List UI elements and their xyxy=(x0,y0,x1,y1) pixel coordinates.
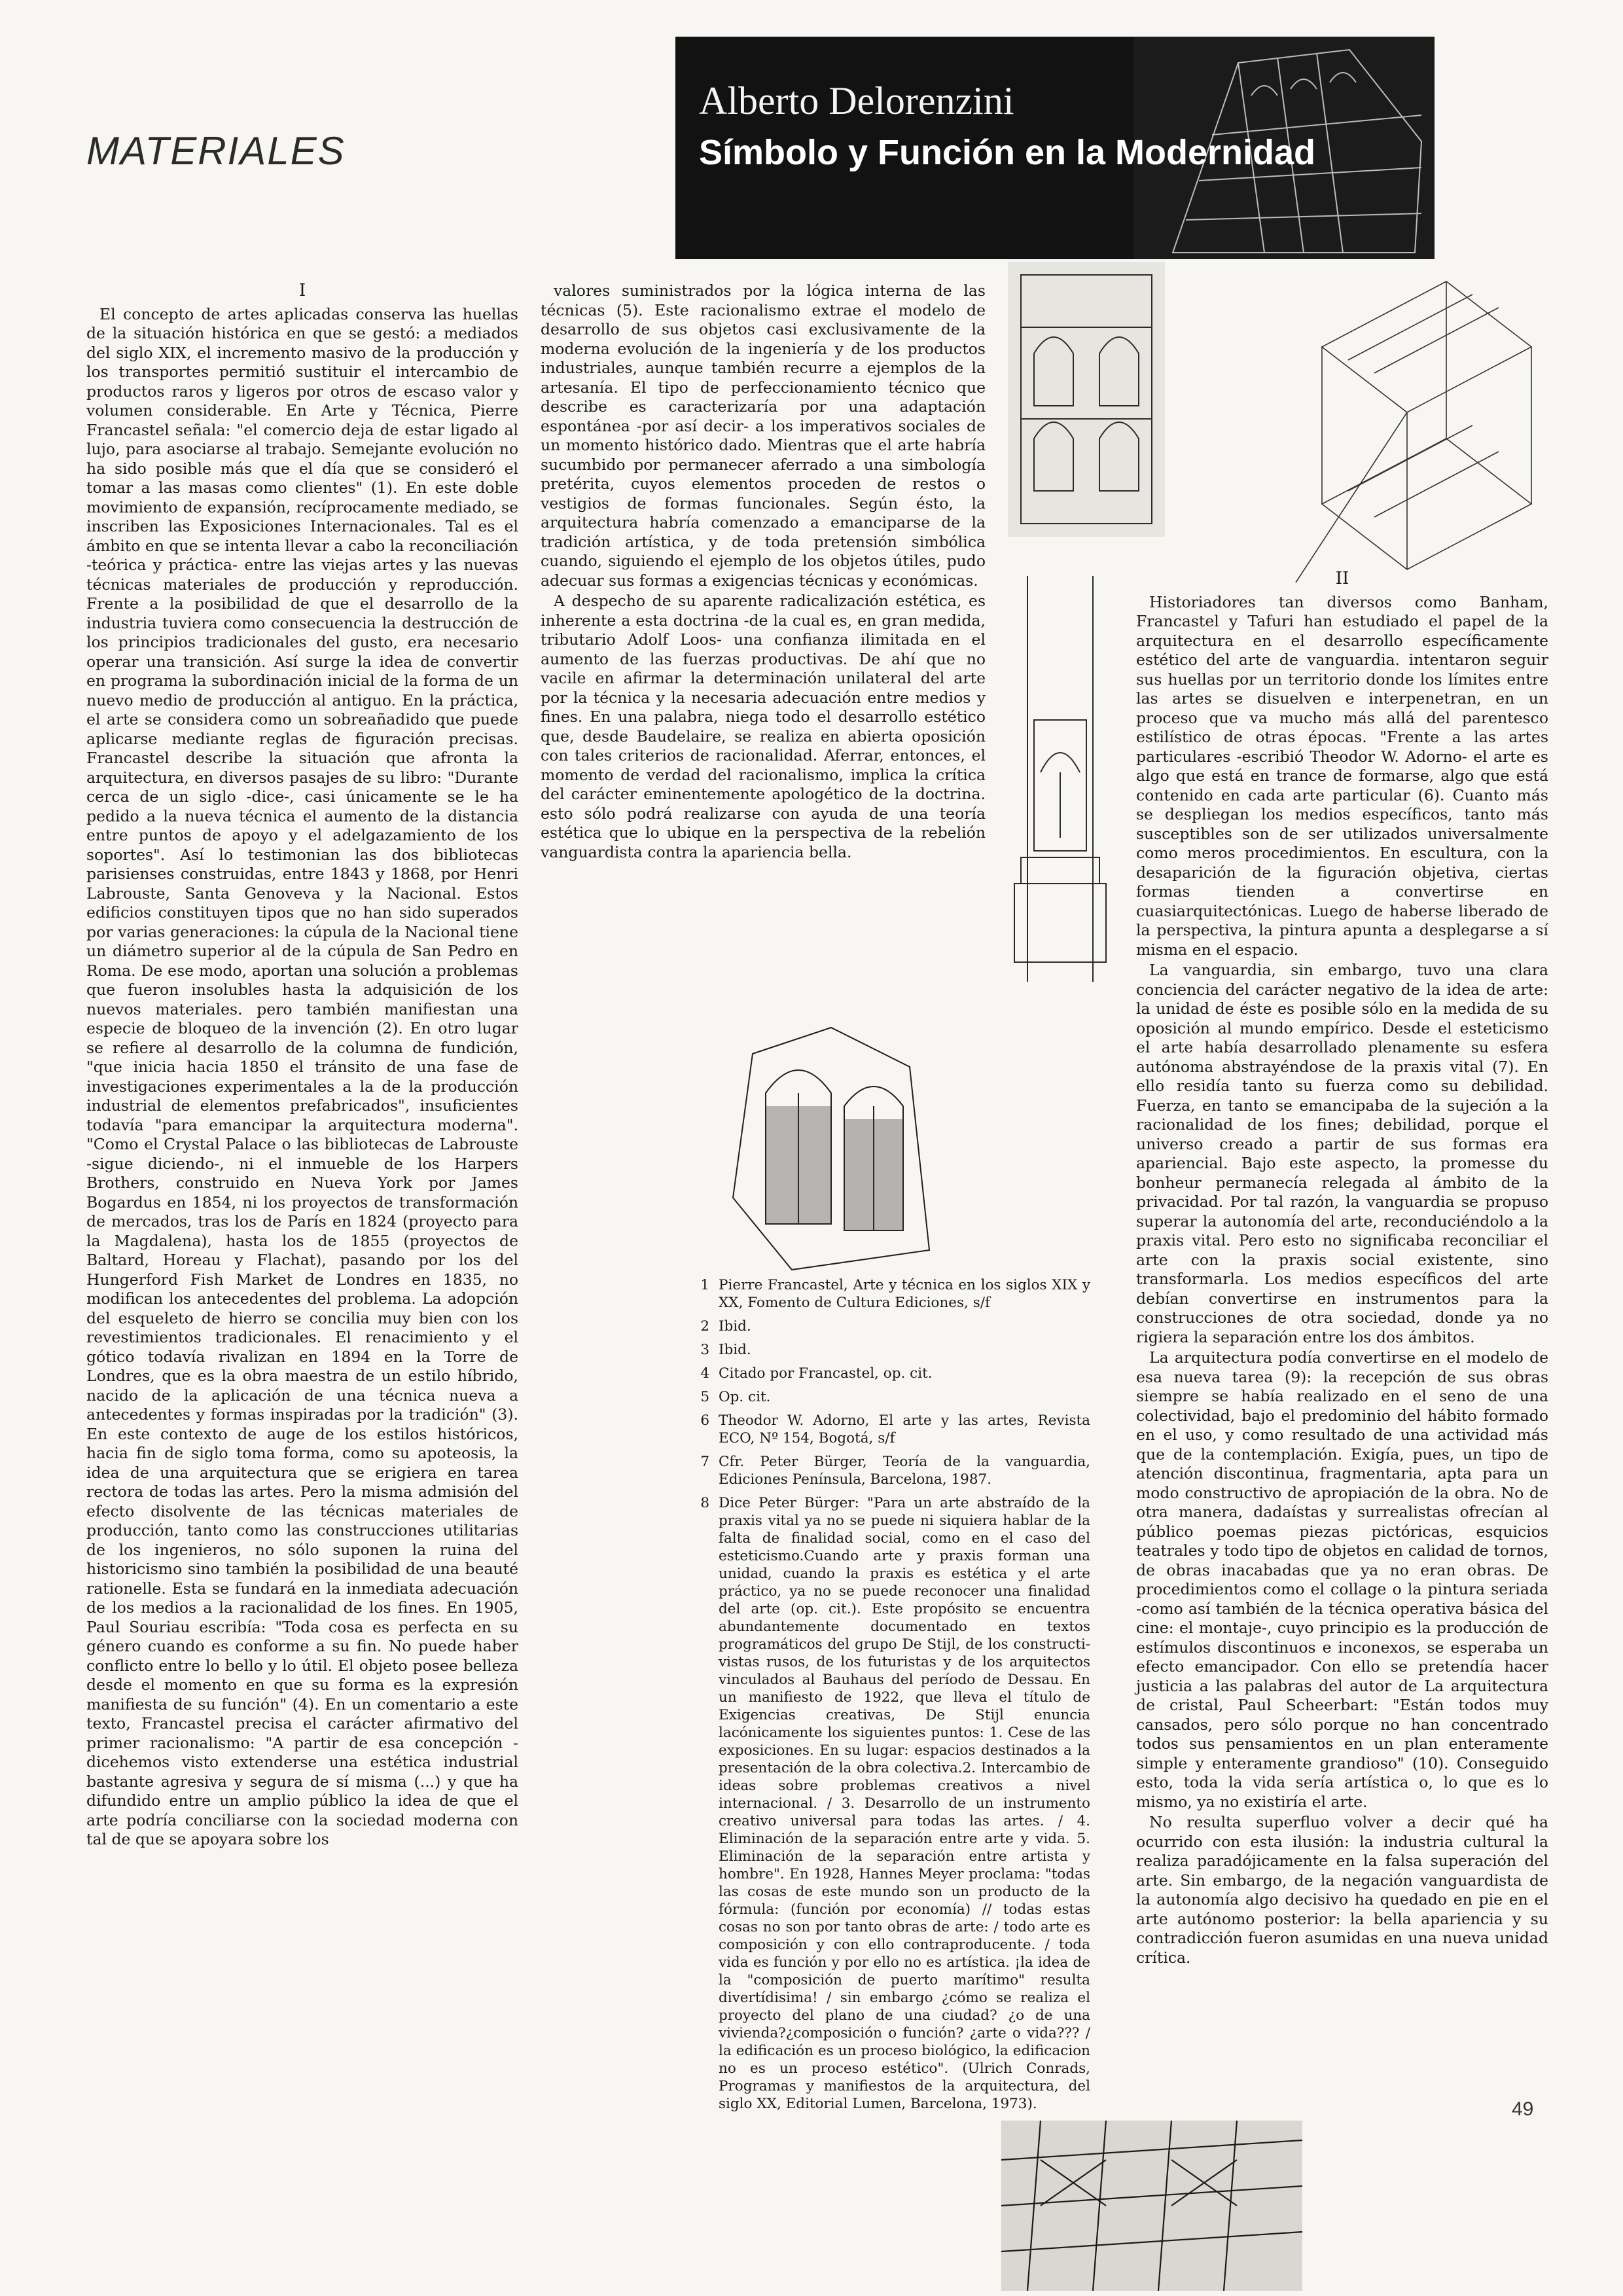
section-numeral-ii: II xyxy=(1335,569,1349,588)
page-number: 49 xyxy=(1512,2098,1534,2120)
footnote: 1 Pierre Francastel, Arte y técnica en los siglos XIX y XX, Fomento de Cultura Ediciones, s/f xyxy=(700,1277,1090,1311)
paragraph: La vanguardia, sin embargo, tuvo una clara conciencia del carácter negativo de la idea de arte: la unidad de éste es posible sólo en la medida de su oposición al mundo empírico. Desde el esteticismo el arte había desarrollado plenamente su esfera autónoma abstrayéndose de la praxis vital (7). En ello residía tanto su fuerza como su debilidad. Fuerza, en tanto se emancipaba de la sujeción a la racionalidad de los fines; debilidad, porque el universo creado a partir de sus formas era apariencial. Bajo este aspecto, la promesse du bonheur permanecía relegada al ámbito de la privacidad. Por tal razón, la vanguardia se propuso superar la autonomía del arte, reconduciéndolo a la praxis vital. Pero esto no significaba reconciliar el arte con la praxis social existente, sino transformarla. Los medios específicos del arte debían convertirse en instrumentos para la construcciones de otra sociedad, donde ya no rigiera la separación entre los dos ámbitos. xyxy=(1136,961,1548,1346)
tower-frame-icon xyxy=(995,576,1126,982)
author-name: Alberto Delorenzini xyxy=(699,79,1014,122)
title-block xyxy=(675,37,1435,259)
text-column-1 xyxy=(86,281,518,1850)
footnote: 6 Theodor W. Adorno, El arte y las artes, Revista ECO, Nº 154, Bogotá, s/f xyxy=(700,1412,1090,1446)
gothic-window-icon xyxy=(694,1014,969,1276)
footnote: 8 Dice Peter Bürger: "Para un arte abstraído de la praxis vital ya no se puede ni siquiera hablar de la falta de finalidad social, como en el caso del esteticismo.Cuando arte y praxis forman una unidad, cuando la praxis es estética y el arte práctico, ya no se puede reconocer una finalidad del arte (op. cit.). Este propósito se encuentra abundantemente documentado en textos programáticos del grupo De Stijl, de los constructi-vistas rusos, de los futuristas y de los arquitectos vinculados al Bauhaus del período de Dessau. En un manifiesto de 1922, que lleva el título de Exigencias creativas, De Stijl enuncia lacónicamente los siguientes puntos: 1. Cese de las exposiciones. En su lugar: espacios destinados a la presentación de la obra colectiva.2. Intercambio de ideas sobre problemas creativos a nivel internacional. / 3. Desarrollo de un instrumento creativo universal para todas las artes. / 4. Eliminación de la separación entre arte y vida. 5. Eliminación de la separación entre artista y hombre". En 1928, Hannes Meyer proclama: "todas las cosas de este mundo son un producto de la fórmula: (función por economía) // todas estas cosas no son por tanto obras de arte: / todo arte es composición y con ello contraproducente. / toda vida es función y por ello no es artística. ¡la idea de la "composición de puerto marítimo" resulta divertídisima! / sin embargo ¿cómo se realiza el proyecto del plano de una ciudad? ¿o de una vivienda?¿composición o función? ¿arte o vida??? / la edificación es un proceso biológico, la edificacion no es un proceso estético". (Ulrich Conrads, Programas y manifiestos de la arquitectura, del siglo XX, Editorial Lumen, Barcelona, 1973). xyxy=(700,1495,1090,2112)
footnote: 3 Ibid. xyxy=(700,1342,751,1358)
wireframe-grid-icon xyxy=(1283,255,1544,596)
iron-structure-icon xyxy=(1001,2121,1302,2291)
footnote: 7 Cfr. Peter Bürger, Teoría de la vanguardia, Ediciones Península, Barcelona, 1987. xyxy=(700,1454,1090,1488)
paragraph: El concepto de artes aplicadas conserva las huellas de la situación histórica en que se gestó: a mediados del siglo XIX, el incremento masivo de la producción y los transportes permitió sustituir el intercambio de productos raros y ligeros por otros de escaso valor y volumen considerable. En Arte y Técnica, Pierre Francastel señala: "el comercio deja de estar ligado al lujo, para asociarse al trabajo. Semejante evolución no ha sido posible más que el día que se consideró el tomar a las masas como clientes" (1). En este doble movimiento de expansión, recíprocamente mediado, se inscriben las Exposiciones Internacionales. Tal es el ámbito en que se intenta llevar a cabo la reconciliación -teórica y práctica- entre las viejas artes y las nuevas técnicas materiales de producción y reproducción. Frente a la posibilidad de que el desarrollo de la industria tuviera como consecuencia la destrucción de los principios tradicionales del gusto, era necesario operar una transición. Así surge la idea de convertir en programa la subordinación inicial de la forma de un nuevo medio de producción al antiguo. En la práctica, el arte se considera como un sobreañadido que puede aplicarse mediante reglas de figuración precisas. Francastel describe la situación que afronta la arquitectura, en diversos pasajes de su libro: "Durante cerca de un siglo -dice-, casi únicamente se le ha pedido a la nueva técnica el aumento de la distancia entre puntos de apoyo y el adelgazamiento de los soportes". Así lo testimonian las dos bibliotecas parisienses construidas, entre 1843 y 1868, por Henri Labrouste, Santa Genoveva y la Nacional. Estos edificios constituyen tipos que no han sido superados por varias generaciones: la cúpula de la Nacional tiene un diámetro superior al de la cúpula de San Pedro en Roma. De ese modo, aportan una solución a problemas que fueron insolubles hasta la adquisición de los nuevos materiales. pero también manifiestan una especie de bloqueo de la invención (2). En otro lugar se refiere al desarrollo de la columna de fundición, "que inicia hacia 1850 el tránsito de una fase de investigaciones experimentales a la de la producción industrial de elementos prefabricados", insuficientes todavía "para emancipar la arquitectura moderna". "Como el Crystal Palace o las bibliotecas de Labrouste -sigue diciendo-, ni el inmueble de los Harpers Brothers, construido en Nueva York por James Bogardus en 1854, ni los proyectos de transformación de mercados, tras los de París en 1824 (proyecto para la Magdalena), hasta los de 1855 (proyectos de Baltard, Horeau y Flachat), pasando por los del Hungerford Fish Market de Londres en 1835, no modifican los antecedentes del problema. La adopción del esqueleto de hierro se concilia muy bien con los revestimientos tradicionales. El renacimiento y el gótico todavía rivalizan en 1894 en la Torre de Londres, que es la obra maestra de un estilo híbrido, nacido de la aplicación de una técnica nueva a antecedentes y formas inspiradas por la tradición" (3). En este contexto de auge de los estilos históricos, hacia fin de siglo toma forma, como su apoteosis, la idea de una arquitectura que se erigiera en tarea rectora de todas las artes. Pero la misma admisión del efecto disolvente de las técnicas materiales de producción, tanto como las construcciones utilitarias de los ingenieros, no sólo suponen la ruina del historicismo sino también la posibilidad de una beauté rationelle. Esta se fundará en la inmediata adecuación de los medios a la racionalidad de los fines. En 1905, Paul Souriau escribía: "Toda cosa es perfecta en su género cuando es conforme a su fin. No puede haber conflicto entre lo bello y lo útil. El objeto posee belleza desde el momento en que su forma es la expresión manifiesta de su función" (4). En un comentario a este texto, Francastel precisa el carácter afirmativo del primer racionalismo: "A partir de esa concepción -dicehemos visto extenderse una estética industrial bastante agresiva y segura de sí misma (...) y que ha difundido entre un amplio público la idea de que el arte podría conciliarse con la sociedad moderna con tal de que se apoyara sobre los xyxy=(86,304,518,1848)
article-title: Símbolo y Función en la Modernidad xyxy=(699,133,1316,172)
section-numeral-i: I xyxy=(298,281,306,300)
footnotes xyxy=(685,1276,1090,2119)
section-label: MATERIALES xyxy=(86,129,346,173)
paragraph: La arquitectura podía convertirse en el modelo de esa nueva tarea (9): la recepción de sus obras siempre se había realizado en el seno de una colectividad, bajo el predominio del hábito formado en el uso, y como resultado de una actividad más que de la contemplación. Exigía, pues, un tipo de atención discontinua, fragmentaria, apta para un modo constructivo de apropiación de la obra. No de otra manera, dadaístas y surrealistas ofrecían al público poemas piezas pictóricas, esquicios teatrales y todo tipo de objetos en calidad de tornos, de obras inacabadas que ya no eran obras. De procedimientos como el collage o la pintura seriada -como así también de la técnica operativa básica del cine: el montaje-, cuyo principio es la producción de estímulos discontinuos e inconexos, se esperaba un efecto emancipador. Con ello se pretendía hacer justicia a las palabras del autor de La arquitectura de cristal, Paul Scheerbart: "Están todos muy cansados, pero sólo porque no han concentrado todos sus pensamientos en un plan enteramente simple y enteramente grandioso" (10). Conseguido esto, toda la vida sería artística o, lo que es lo mismo, ya no existiría el arte. xyxy=(1136,1348,1548,1811)
footnote: 2 Ibid. xyxy=(700,1318,751,1335)
facade-engraving-icon xyxy=(1008,262,1165,537)
paragraph: Historiadores tan diversos como Banham, Francastel y Tafuri han estudiado el papel de la arquitectura en el desarrollo específicamente estético del arte de vanguardia. intentaron seguir sus huellas por un territorio donde los límites entre las artes se disuelven e interpenetran, en un proceso que va mucho más allá del parentesco estilístico de otras épocas. "Frente a las artes particulares -escribió Theodor W. Adorno- el arte es algo que está en trance de formarse, algo que está contenido en cada arte particular (6). Cuanto más se despliegan los medios específicos, tanto más susceptibles son de ser utilizados universalmente como meros procedimientos. En escultura, con la desaparición de la figuración objetiva, ciertas formas tienden a convertirse en cuasiarquitectónicas. Luego de haberse liberado de la perspectiva, la pintura apunta a desplegarse a sí misma en el espacio. xyxy=(1136,592,1548,959)
paragraph: A despecho de su aparente radicalización estética, es inherente a esta doctrina -de la cual es, en gran medida, tributario Adolf Loos- una confianza ilimitada en el aumento de las fuerzas productivas. De ahí que no vacile en afirmar la determinación unilateral del arte por la técnica y la necesaria adecuación entre medios y fines. En una palabra, niega todo el desarrollo estético que, desde Baudelaire, se realiza en abierta oposición con tales criterios de racionalidad. Aferrar, entonces, el momento de verdad del racionalismo, implica la crítica del carácter eminentemente apologético de la doctrina. esto sólo podrá realizarse con ayuda de una teoría estética que lo ubique en la perspectiva de la rebelión vanguardista contra la apariencia bella. xyxy=(541,592,986,861)
text-column-3 xyxy=(1136,569,1548,1967)
text-column-2 xyxy=(541,281,986,862)
paragraph: No resulta superfluo volver a decir qué ha ocurrido con esta ilusión: la industria cultural la realiza paradójicamente en la falsa superación del arte. Sin embargo, de la negación vanguardista de la autonomía algo decisivo ha quedado en pie en el arte autónomo posterior: la bella apariencia y su contradicción fueron asumidas en una nueva unidad crítica. xyxy=(1136,1813,1548,1967)
paragraph: valores suministrados por la lógica interna de las técnicas (5). Este racionalismo extrae el modelo de desarrollo de sus objetos casi exclusivamente de la moderna evolución de la ingeniería y de los productos industriales, aunque también recurre a ejemplos de la artesanía. El tipo de perfeccionamiento técnico que describe es caracterizaría por una adaptación espontánea -por así decir- a los imperativos sociales de un momento histórico dado. Mientras que el arte habría sucumbido por permanecer aferrado a una simbología pretérita, cuyos elementos proceden de restos o vestigios de formas funcionales. Según ésto, la arquitectura habría comenzado a emanciparse de la tradición artística, y de toda pretensión simbólica cuando, siguiendo el ejemplo de los objetos útiles, pudo adecuar sus formas a exigencias técnicas y económicas. xyxy=(541,281,986,590)
footnote: 5 Op. cit. xyxy=(700,1389,771,1405)
footnote: 4 Citado por Francastel, op. cit. xyxy=(700,1365,933,1382)
